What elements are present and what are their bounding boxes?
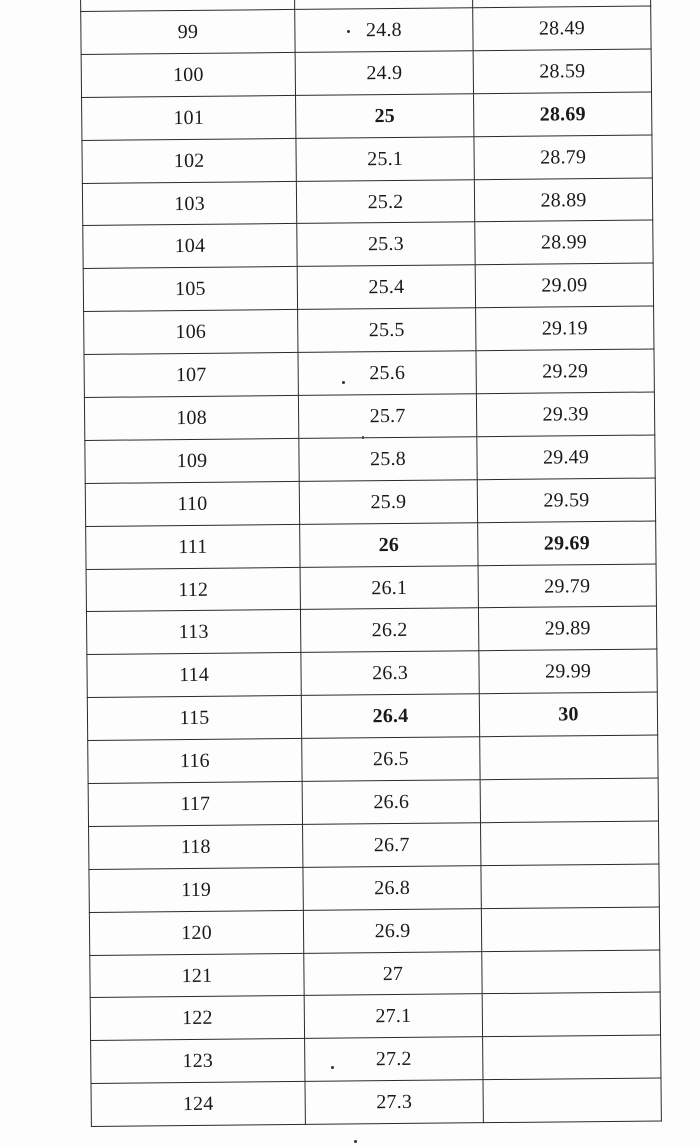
converted-value-cell <box>480 778 658 823</box>
table-row <box>86 521 656 569</box>
table-body <box>81 0 662 1127</box>
row-number-cell: 118 <box>89 824 303 869</box>
row-number-cell: 115 <box>87 696 301 741</box>
converted-value-cell <box>481 864 659 909</box>
row-number-cell: 108 <box>84 395 298 440</box>
row-number-cell: 124 <box>91 1082 305 1127</box>
converted-value-cell: 29.79 <box>478 564 656 609</box>
converted-value-cell <box>482 992 660 1037</box>
table-row <box>82 178 652 226</box>
value-cell: 27.2 <box>305 1037 483 1082</box>
value-cell: 25.8 <box>299 437 477 482</box>
converted-value-cell: 29.19 <box>476 306 654 351</box>
converted-value-cell: 28.69 <box>474 92 652 137</box>
table-row <box>81 49 651 97</box>
row-number-cell: 112 <box>86 567 300 612</box>
score-conversion-table <box>80 0 662 1127</box>
value-cell: 25.7 <box>298 394 476 439</box>
converted-value-cell <box>483 1078 661 1123</box>
value-cell: 26.2 <box>300 608 478 653</box>
value-cell: 26.1 <box>300 565 478 610</box>
table-row <box>86 606 656 654</box>
value-cell: 25.1 <box>296 136 474 181</box>
row-number-cell: 104 <box>83 224 297 269</box>
table-row <box>85 435 655 483</box>
table-row <box>82 92 652 140</box>
value-cell: 26.3 <box>301 651 479 696</box>
value-cell: 25.4 <box>297 265 475 310</box>
converted-value-cell: 29.59 <box>477 478 655 523</box>
value-cell: 25.3 <box>297 222 475 267</box>
value-cell: 26 <box>300 522 478 567</box>
table-row <box>88 778 658 826</box>
row-number-cell: 121 <box>90 953 304 998</box>
row-number-cell: 110 <box>85 481 299 526</box>
table-row <box>84 349 654 397</box>
table-row <box>91 1078 661 1126</box>
value-cell: 26.8 <box>303 866 481 911</box>
value-cell: 26.6 <box>302 780 480 825</box>
value-cell: 24.8 <box>295 8 473 53</box>
table-row <box>84 392 654 440</box>
table-row <box>88 735 658 783</box>
table-row <box>82 135 652 183</box>
table-row <box>81 6 651 54</box>
converted-value-cell: 30 <box>479 692 657 737</box>
table-row <box>90 950 660 998</box>
row-number-cell: 103 <box>82 181 296 226</box>
row-number-cell: 116 <box>88 739 302 784</box>
row-number-cell: 100 <box>81 52 295 97</box>
scan-speck <box>362 436 364 439</box>
row-number-cell: 114 <box>87 653 301 698</box>
converted-value-cell <box>481 821 659 866</box>
value-cell: 27 <box>304 951 482 996</box>
table-row <box>83 220 653 268</box>
scan-speck <box>354 1140 357 1143</box>
value-cell: 25.2 <box>296 179 474 224</box>
value-cell: 25 <box>296 94 474 139</box>
table-row <box>89 907 659 955</box>
row-number-cell: 122 <box>90 996 304 1041</box>
row-number-cell: 99 <box>81 9 295 54</box>
scan-speck <box>331 1066 334 1069</box>
table-row <box>89 864 659 912</box>
converted-value-cell: 29.39 <box>476 392 654 437</box>
converted-value-cell: 28.59 <box>473 49 651 94</box>
value-cell: 24.9 <box>295 51 473 96</box>
converted-value-cell: 29.89 <box>478 606 656 651</box>
row-number-cell: 101 <box>82 95 296 140</box>
scan-speck <box>342 381 345 384</box>
row-number-cell: 113 <box>86 610 300 655</box>
row-number-cell: 119 <box>89 867 303 912</box>
table-row <box>89 821 659 869</box>
converted-value-cell: 28.79 <box>474 135 652 180</box>
converted-value-cell: 28.99 <box>475 220 653 265</box>
converted-value-cell: 28.49 <box>473 6 651 51</box>
converted-value-cell <box>481 907 659 952</box>
table-row <box>87 692 657 740</box>
value-cell: 26.7 <box>303 823 481 868</box>
table-row <box>84 306 654 354</box>
converted-value-cell: 29.29 <box>476 349 654 394</box>
converted-value-cell: 29.69 <box>478 521 656 566</box>
converted-value-cell: 28.89 <box>474 178 652 223</box>
table-row <box>91 1035 661 1083</box>
table-row <box>90 992 660 1040</box>
row-number-cell: 105 <box>83 267 297 312</box>
value-cell: 25.6 <box>298 351 476 396</box>
row-number-cell: 120 <box>89 910 303 955</box>
value-cell: 26.5 <box>302 737 480 782</box>
row-number-cell: 107 <box>84 353 298 398</box>
converted-value-cell: 29.09 <box>475 263 653 308</box>
value-cell: 27.1 <box>304 994 482 1039</box>
converted-value-cell <box>483 1035 661 1080</box>
table-row <box>83 263 653 311</box>
value-cell: 27.3 <box>305 1080 483 1125</box>
row-number-cell: 111 <box>86 524 300 569</box>
scan-speck <box>347 30 350 33</box>
value-cell: 26.9 <box>303 908 481 953</box>
converted-value-cell: 29.49 <box>477 435 655 480</box>
row-number-cell: 117 <box>88 781 302 826</box>
row-number-cell: 106 <box>84 310 298 355</box>
converted-value-cell: 29.99 <box>479 649 657 694</box>
converted-value-cell <box>482 950 660 995</box>
table-row <box>86 564 656 612</box>
value-cell: 25.5 <box>298 308 476 353</box>
row-number-cell: 102 <box>82 138 296 183</box>
row-number-cell: 109 <box>85 438 299 483</box>
converted-value-cell <box>480 735 658 780</box>
row-number-cell: 123 <box>91 1039 305 1084</box>
table-row <box>85 478 655 526</box>
table-row <box>87 649 657 697</box>
value-cell: 26.4 <box>301 694 479 739</box>
value-cell: 25.9 <box>299 480 477 525</box>
